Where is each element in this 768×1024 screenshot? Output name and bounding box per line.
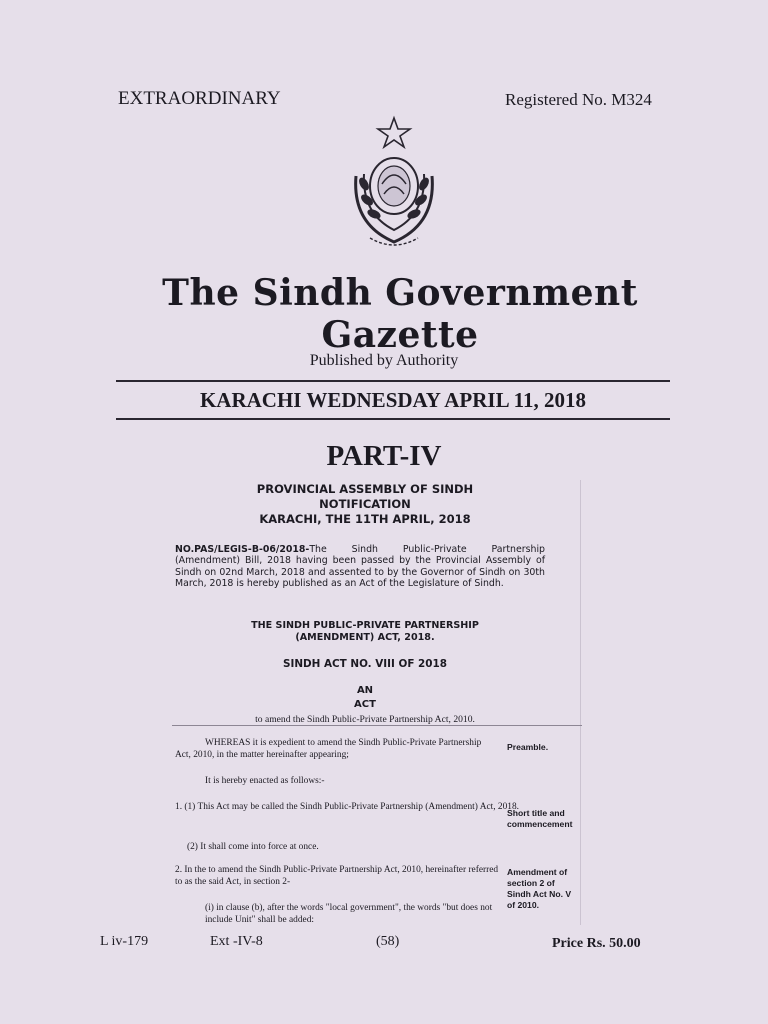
act-purpose: to amend the Sindh Public-Private Partnership Act, 2010.: [255, 714, 475, 725]
divider-bottom: [116, 418, 670, 420]
section-1-margin: [507, 808, 572, 830]
act-title: [175, 620, 555, 644]
enacting-clause: It is hereby enacted as follows:-: [205, 776, 325, 786]
notification-date: KARACHI, THE 11TH APRIL, 2018: [259, 512, 471, 526]
published-by: Published by Authority: [309, 352, 459, 369]
act-title-line1: THE SINDH PUBLIC-PRIVATE PARTNERSHIP: [251, 620, 479, 631]
notification-heading: NOTIFICATION: [319, 497, 411, 511]
page-number: (58): [376, 934, 400, 949]
act-title-line2: (AMENDMENT) ACT, 2018.: [295, 632, 435, 643]
footer-left: L iv-179: [100, 934, 149, 949]
part-heading: PART-IV: [326, 440, 442, 472]
assembly-heading: PROVINCIAL ASSEMBLY OF SINDH: [256, 482, 474, 496]
edition-label: EXTRAORDINARY: [118, 88, 281, 109]
whereas-clause: WHEREAS it is expedient to amend the Sindh Public-Private Partnership Act, 2010, in the matter hereinafter appearing;: [175, 738, 482, 760]
amendment-label-3: Sindh Act No. V: [507, 889, 572, 899]
government-emblem: [334, 114, 454, 254]
amendment-label-1: Amendment of: [507, 867, 568, 877]
amendment-label-2: section 2 of: [507, 878, 555, 888]
section-2-clause-i: (i) in clause (b), after the words "local government", the words "but does not include Unit" shall be added:: [205, 903, 493, 925]
preamble-label: Preamble.: [507, 742, 549, 752]
amendment-label-4: of 2010.: [507, 900, 540, 910]
short-title-label: Short title and: [507, 808, 565, 818]
notification-ref: NO.PAS/LEGIS-B-06/2018-: [175, 544, 310, 555]
star-icon: [378, 118, 410, 147]
commencement-label: commencement: [507, 819, 573, 829]
notification-body: [175, 544, 545, 590]
an-label: AN: [356, 685, 374, 696]
notification-text: The Sindh Public-Private Partnership (Amendment) Bill, 2018 having been passed by the Provincial Assembly of Sindh on 02nd March, 2018 and assented to by the Governor of Sindh on 30th March, 2018 is hereby published as an Act of the Legislature of Sindh.: [175, 544, 545, 590]
gazette-title: The Sindh Government Gazette: [162, 272, 638, 356]
act-label: ACT: [354, 699, 376, 710]
purpose-rule: [172, 725, 582, 726]
section-1-1: 1. (1) This Act may be called the Sindh Public-Private Partnership (Amendment) Act, 2018.: [175, 802, 520, 812]
registered-number: Registered No. M324: [505, 90, 652, 109]
dateline: KARACHI WEDNESDAY APRIL 11, 2018: [199, 388, 587, 412]
price: Price Rs. 50.00: [552, 936, 641, 951]
section-2: 2. In the to amend the Sindh Public-Private Partnership Act, 2010, hereinafter referred to as the said Act, in section 2-: [175, 865, 499, 887]
footer-ext: Ext -IV-8: [210, 934, 263, 949]
section-2-margin: [507, 867, 571, 911]
an-act-block: [175, 684, 555, 712]
section-1-2: (2) It shall come into force at once.: [187, 842, 319, 852]
act-number: SINDH ACT NO. VIII OF 2018: [283, 658, 447, 670]
divider-top: [116, 380, 670, 382]
